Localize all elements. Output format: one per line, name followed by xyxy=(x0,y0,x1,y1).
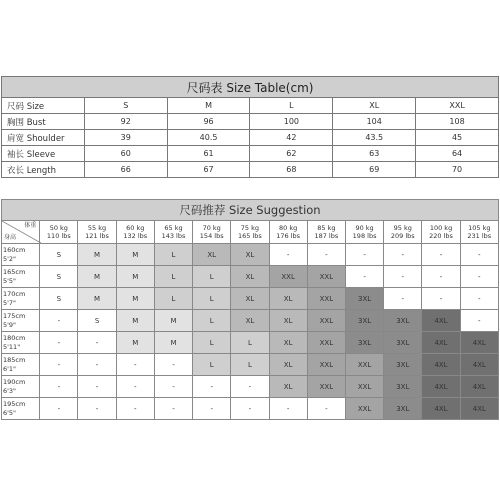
size-suggestion-cell: XL xyxy=(269,376,307,398)
size-suggestion-cell: - xyxy=(422,288,460,310)
size-suggestion-cell: M xyxy=(116,244,154,266)
size-table-row xyxy=(2,130,499,146)
height-row xyxy=(2,398,499,420)
size-suggestion-cell: M xyxy=(116,310,154,332)
size-suggestion-cell: - xyxy=(154,354,192,376)
size-table-cell: 69 xyxy=(333,162,416,178)
size-table-cell: 67 xyxy=(167,162,250,178)
size-table-cell: 45 xyxy=(416,130,499,146)
weight-header xyxy=(460,221,498,244)
size-suggestion-cell: XXL xyxy=(345,398,383,420)
weight-kg: 80 kg xyxy=(279,224,298,232)
size-suggestion-cell: 3XL xyxy=(384,376,422,398)
size-table-cell: 61 xyxy=(167,146,250,162)
size-table-cell: XL xyxy=(333,98,416,114)
size-suggestion-cell: - xyxy=(231,376,269,398)
size-table-row xyxy=(2,146,499,162)
weight-kg: 90 kg xyxy=(355,224,374,232)
size-suggestion-cell: XXL xyxy=(307,332,345,354)
size-suggestion-cell: - xyxy=(422,244,460,266)
size-suggestion-cell: - xyxy=(460,266,498,288)
weight-lbs: 121 lbs xyxy=(85,232,109,240)
size-suggestion-cell: M xyxy=(116,332,154,354)
size-suggestion-cell: 3XL xyxy=(384,354,422,376)
size-suggestion-cell: - xyxy=(269,398,307,420)
height-header xyxy=(2,332,40,354)
size-suggestion-cell: - xyxy=(40,310,78,332)
size-suggestion-cell: 4XL xyxy=(422,354,460,376)
size-suggestion-cell: - xyxy=(40,332,78,354)
size-suggestion-cell: 3XL xyxy=(384,398,422,420)
size-suggestion-cell: XL xyxy=(269,332,307,354)
corner-cell xyxy=(2,221,40,244)
size-suggestion-cell: - xyxy=(40,354,78,376)
size-suggestion-cell: 4XL xyxy=(460,398,498,420)
size-suggestion-cell: 4XL xyxy=(460,354,498,376)
weight-header xyxy=(345,221,383,244)
size-suggestion-cell: - xyxy=(78,398,116,420)
size-suggestion-title: 尺码推荐 Size Suggestion xyxy=(2,200,499,221)
height-header xyxy=(2,310,40,332)
size-table-cell: XXL xyxy=(416,98,499,114)
height-ft: 5'5" xyxy=(3,276,17,285)
size-table-title: 尺码表 Size Table(cm) xyxy=(2,77,499,98)
size-suggestion-cell: - xyxy=(307,244,345,266)
weight-header xyxy=(116,221,154,244)
size-suggestion-cell: L xyxy=(193,310,231,332)
size-suggestion-cell: L xyxy=(154,244,192,266)
weight-lbs: 187 lbs xyxy=(314,232,339,240)
height-cm: 185cm xyxy=(3,355,26,364)
height-header xyxy=(2,398,40,420)
size-suggestion-cell: XXL xyxy=(307,354,345,376)
weight-lbs: 176 lbs xyxy=(276,232,301,240)
weight-kg: 60 kg xyxy=(126,224,145,232)
size-suggestion-cell: S xyxy=(40,288,78,310)
corner-height-label: 身高 xyxy=(4,234,17,241)
size-suggestion-cell: L xyxy=(193,332,231,354)
weight-header xyxy=(384,221,422,244)
weight-header xyxy=(78,221,116,244)
size-suggestion-cell: XL xyxy=(193,244,231,266)
height-ft: 5'11" xyxy=(3,342,21,351)
weight-lbs: 198 lbs xyxy=(352,232,377,240)
size-suggestion-table xyxy=(1,199,499,420)
size-suggestion-cell: L xyxy=(193,288,231,310)
size-suggestion-cell: XL xyxy=(269,288,307,310)
weight-lbs: 165 lbs xyxy=(238,232,262,240)
size-suggestion-cell: - xyxy=(78,354,116,376)
size-table-cell: 62 xyxy=(250,146,333,162)
weight-header xyxy=(154,221,192,244)
size-suggestion-cell: L xyxy=(231,332,269,354)
size-table-row xyxy=(2,98,499,114)
weight-lbs: 143 lbs xyxy=(161,232,186,240)
size-suggestion-cell: - xyxy=(231,398,269,420)
height-cm: 190cm xyxy=(3,377,26,386)
height-ft: 5'2" xyxy=(3,254,17,263)
height-header xyxy=(2,244,40,266)
size-suggestion-cell: XL xyxy=(231,310,269,332)
weight-kg: 105 kg xyxy=(468,224,491,232)
size-suggestion-cell: 3XL xyxy=(384,310,422,332)
weight-kg: 95 kg xyxy=(393,224,412,232)
weight-kg: 85 kg xyxy=(317,224,336,232)
size-suggestion-cell: - xyxy=(269,244,307,266)
height-row xyxy=(2,266,499,288)
size-suggestion-cell: XL xyxy=(269,310,307,332)
size-suggestion-cell: - xyxy=(116,398,154,420)
size-table-row-label: 衣长 Length xyxy=(2,162,85,178)
size-suggestion-cell: M xyxy=(78,244,116,266)
size-table-cell: 100 xyxy=(250,114,333,130)
size-suggestion-cell: S xyxy=(40,244,78,266)
height-cm: 170cm xyxy=(3,289,26,298)
size-suggestion-cell: - xyxy=(345,266,383,288)
height-header xyxy=(2,376,40,398)
size-suggestion-cell: M xyxy=(116,288,154,310)
height-row xyxy=(2,332,499,354)
size-suggestion-cell: XXL xyxy=(307,310,345,332)
weight-header xyxy=(193,221,231,244)
size-suggestion-cell: - xyxy=(460,310,498,332)
size-suggestion-cell: - xyxy=(116,376,154,398)
height-row xyxy=(2,310,499,332)
size-table-cell: S xyxy=(84,98,167,114)
size-suggestion-cell: M xyxy=(154,332,192,354)
size-table-row xyxy=(2,162,499,178)
height-row xyxy=(2,376,499,398)
weight-kg: 50 kg xyxy=(49,224,68,232)
size-table-cell: 108 xyxy=(416,114,499,130)
size-table-row-label: 胸围 Bust xyxy=(2,114,85,130)
height-header xyxy=(2,354,40,376)
height-ft: 5'7" xyxy=(3,298,17,307)
weight-lbs: 132 lbs xyxy=(123,232,148,240)
height-row xyxy=(2,288,499,310)
size-suggestion-cell: 4XL xyxy=(460,332,498,354)
size-suggestion-cell: M xyxy=(78,288,116,310)
size-suggestion-cell: M xyxy=(78,266,116,288)
weight-header xyxy=(231,221,269,244)
height-ft: 6'1" xyxy=(3,364,17,373)
size-suggestion-cell: 3XL xyxy=(345,288,383,310)
size-suggestion-cell: 4XL xyxy=(460,376,498,398)
size-suggestion-cell: M xyxy=(116,266,154,288)
size-suggestion-cell: - xyxy=(154,398,192,420)
size-table-row xyxy=(2,114,499,130)
height-header xyxy=(2,288,40,310)
size-suggestion-cell: L xyxy=(154,266,192,288)
height-row xyxy=(2,354,499,376)
size-table-cell: 39 xyxy=(84,130,167,146)
weight-kg: 70 kg xyxy=(202,224,221,232)
size-table-cell: 96 xyxy=(167,114,250,130)
size-suggestion-cell: XXL xyxy=(269,266,307,288)
size-suggestion-cell: - xyxy=(193,398,231,420)
size-suggestion-cell: S xyxy=(78,310,116,332)
size-suggestion-cell: XXL xyxy=(345,376,383,398)
size-suggestion-cell: 3XL xyxy=(345,310,383,332)
weight-lbs: 154 lbs xyxy=(199,232,224,240)
weight-kg: 65 kg xyxy=(164,224,183,232)
size-suggestion-cell: XL xyxy=(231,288,269,310)
size-suggestion-cell: 3XL xyxy=(384,332,422,354)
height-header xyxy=(2,266,40,288)
height-ft: 5'9" xyxy=(3,320,17,329)
size-table-row-label: 袖长 Sleeve xyxy=(2,146,85,162)
size-suggestion-cell: - xyxy=(460,288,498,310)
size-suggestion-cell: - xyxy=(460,244,498,266)
size-table-row-label: 肩宽 Shoulder xyxy=(2,130,85,146)
size-suggestion-cell: 3XL xyxy=(345,332,383,354)
size-suggestion-cell: L xyxy=(154,288,192,310)
size-table-cell: 43.5 xyxy=(333,130,416,146)
weight-kg: 100 kg xyxy=(429,224,453,232)
size-table-cell: 40.5 xyxy=(167,130,250,146)
weight-kg: 75 kg xyxy=(240,224,260,232)
height-ft: 6'3" xyxy=(3,386,17,395)
size-suggestion-cell: - xyxy=(422,266,460,288)
size-table-cell: 68 xyxy=(250,162,333,178)
height-cm: 165cm xyxy=(3,267,26,276)
weight-kg: 55 kg xyxy=(87,224,107,232)
size-suggestion-cell: - xyxy=(40,398,78,420)
size-suggestion-cell: XXL xyxy=(307,376,345,398)
size-suggestion-cell: - xyxy=(78,332,116,354)
height-row xyxy=(2,244,499,266)
size-suggestion-cell: XXL xyxy=(345,354,383,376)
size-suggestion-cell: L xyxy=(193,266,231,288)
size-suggestion-cell: - xyxy=(154,376,192,398)
size-table-cell: 66 xyxy=(84,162,167,178)
size-suggestion-cell: - xyxy=(307,398,345,420)
size-suggestion-cell: S xyxy=(40,266,78,288)
size-suggestion-cell: L xyxy=(193,354,231,376)
size-suggestion-cell: - xyxy=(345,244,383,266)
weight-header xyxy=(269,221,307,244)
size-table-row-label: 尺码 Size xyxy=(2,98,85,114)
size-suggestion-cell: XL xyxy=(269,354,307,376)
size-suggestion-cell: 4XL xyxy=(422,310,460,332)
size-table-cell: 42 xyxy=(250,130,333,146)
size-table-cell: 92 xyxy=(84,114,167,130)
size-suggestion-cell: - xyxy=(384,288,422,310)
size-suggestion-cell: XL xyxy=(231,266,269,288)
size-suggestion-cell: XXL xyxy=(307,288,345,310)
size-suggestion-cell: - xyxy=(40,376,78,398)
size-table-cell: 60 xyxy=(84,146,167,162)
corner-weight-label: 体重 xyxy=(24,222,37,229)
size-suggestion-cell: XL xyxy=(231,244,269,266)
height-cm: 195cm xyxy=(3,399,26,408)
size-suggestion-cell: - xyxy=(384,244,422,266)
weight-lbs: 209 lbs xyxy=(390,232,415,240)
weight-lbs: 110 lbs xyxy=(46,232,71,240)
weight-lbs: 220 lbs xyxy=(429,232,453,240)
size-suggestion-cell: XXL xyxy=(307,266,345,288)
size-suggestion-cell: 4XL xyxy=(422,376,460,398)
size-table-cell: 64 xyxy=(416,146,499,162)
size-suggestion-cell: M xyxy=(154,310,192,332)
size-suggestion-cell: L xyxy=(231,354,269,376)
size-suggestion-cell: 4XL xyxy=(422,332,460,354)
height-cm: 180cm xyxy=(3,333,26,342)
size-suggestion-cell: - xyxy=(116,354,154,376)
weight-header xyxy=(40,221,78,244)
size-suggestion-cell: - xyxy=(384,266,422,288)
size-table-cell: M xyxy=(167,98,250,114)
size-table-cell: L xyxy=(250,98,333,114)
height-cm: 160cm xyxy=(3,245,26,254)
weight-header xyxy=(307,221,345,244)
size-suggestion-cell: 4XL xyxy=(422,398,460,420)
weight-header xyxy=(422,221,460,244)
weight-lbs: 231 lbs xyxy=(467,232,492,240)
size-table-cell: 70 xyxy=(416,162,499,178)
size-suggestion-cell: - xyxy=(193,376,231,398)
height-cm: 175cm xyxy=(3,311,26,320)
size-table-cell: 104 xyxy=(333,114,416,130)
size-suggestion-cell: - xyxy=(78,376,116,398)
height-ft: 6'5" xyxy=(3,408,17,417)
size-table-cell: 63 xyxy=(333,146,416,162)
size-table xyxy=(1,76,499,178)
